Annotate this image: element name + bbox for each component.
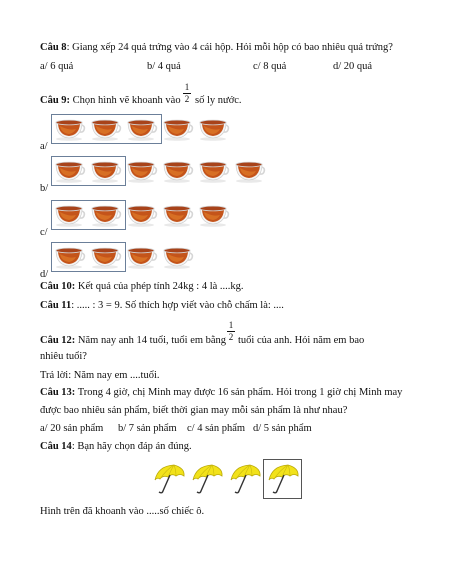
q13-text-line2: được bao nhiêu sản phẩm, biết thời gian may mỗi sản phẩm là như nhau? xyxy=(40,405,348,416)
q13-text: Trong 4 giờ, chị Minh may được 16 sản phẩm. Hỏi trong 1 giờ chị Minh may xyxy=(77,387,403,398)
circled-group-box xyxy=(51,114,162,144)
tea-cup-icon xyxy=(162,117,194,141)
q9-row-label: b/ xyxy=(40,183,49,194)
q14-question xyxy=(40,441,192,452)
tea-cup-icon xyxy=(162,245,194,269)
tea-cup-icon xyxy=(234,159,266,183)
q12-answer: Trả lời: Năm nay em ....tuổi. xyxy=(40,370,160,381)
q9-row-label: d/ xyxy=(40,269,49,280)
tea-cup-icon xyxy=(126,245,158,269)
q11-question xyxy=(40,300,284,311)
q13-question xyxy=(40,387,402,398)
circled-group-box xyxy=(51,156,126,186)
q14-label: Câu 14 xyxy=(40,441,72,452)
q8-option-c: c/ 8 quả xyxy=(253,61,287,72)
q8-text: : Giang xếp 24 quả trứng vào 4 cái hộp. Hỏi mỗi hộp có bao nhiêu quả trứng? xyxy=(66,42,393,53)
q14-bottom-text: Hình trên đã khoanh vào .....số chiếc ô. xyxy=(40,506,205,517)
q9-text-before: Chọn hình vẽ khoanh vào xyxy=(72,95,181,106)
q13-option-b: b/ 7 sản phẩm xyxy=(118,423,177,434)
q13-option-a: a/ 20 sản phẩm xyxy=(40,423,104,434)
q12-text-before: Năm nay anh 14 tuổi, tuổi em bằng xyxy=(77,335,227,346)
q13-label: Câu 13: xyxy=(40,387,76,398)
umbrella-icon xyxy=(152,462,186,496)
q12-frac-den: 2 xyxy=(228,332,234,342)
tea-cup-icon xyxy=(162,159,194,183)
q14-text: : Bạn hãy chọn đáp án đúng. xyxy=(71,441,192,452)
q9-frac-den: 2 xyxy=(184,94,190,104)
q13-option-c: c/ 4 sản phẩm xyxy=(187,423,246,434)
q10-label: Câu 10: xyxy=(40,281,76,292)
q8-option-d: d/ 20 quả xyxy=(333,61,373,72)
tea-cup-icon xyxy=(126,159,158,183)
q12-text-after: tuổi của anh. Hỏi năm em bao xyxy=(238,335,365,346)
umbrella-icon xyxy=(190,462,224,496)
circled-umbrella-box xyxy=(263,459,302,499)
q9-row-label: c/ xyxy=(40,227,48,238)
q9-frac-num: 1 xyxy=(184,82,190,92)
tea-cup-icon xyxy=(198,117,230,141)
q10-question xyxy=(40,281,244,292)
q12-label: Câu 12: xyxy=(40,335,76,346)
circled-group-box xyxy=(51,200,126,230)
tea-cup-icon xyxy=(198,203,230,227)
circled-group-box xyxy=(51,242,126,272)
tea-cup-icon xyxy=(198,159,230,183)
q12-question xyxy=(40,335,226,346)
q11-label: Câu 11 xyxy=(40,300,72,311)
q8-label: Câu 8 xyxy=(40,42,67,53)
q13-option-d: d/ 5 sản phẩm xyxy=(253,423,312,434)
q12-frac-num: 1 xyxy=(228,320,234,330)
q12-text-line2: nhiêu tuổi? xyxy=(40,351,87,362)
q9-label: Câu 9: xyxy=(40,95,71,106)
umbrella-icon xyxy=(228,462,262,496)
tea-cup-icon xyxy=(126,203,158,227)
q8-option-a: a/ 6 quả xyxy=(40,61,74,72)
q8-option-b: b/ 4 quả xyxy=(147,61,181,72)
q8-question xyxy=(40,42,393,53)
q9-question xyxy=(40,95,181,106)
q9-text-after: số ly nước. xyxy=(195,95,242,106)
tea-cup-icon xyxy=(162,203,194,227)
q10-text: Kết quả của phép tính 24kg : 4 là ....kg. xyxy=(77,281,244,292)
q9-row-label: a/ xyxy=(40,141,48,152)
q11-text: : ..... : 3 = 9. Số thích hợp viết vào chỗ chấm là: .... xyxy=(71,300,284,311)
